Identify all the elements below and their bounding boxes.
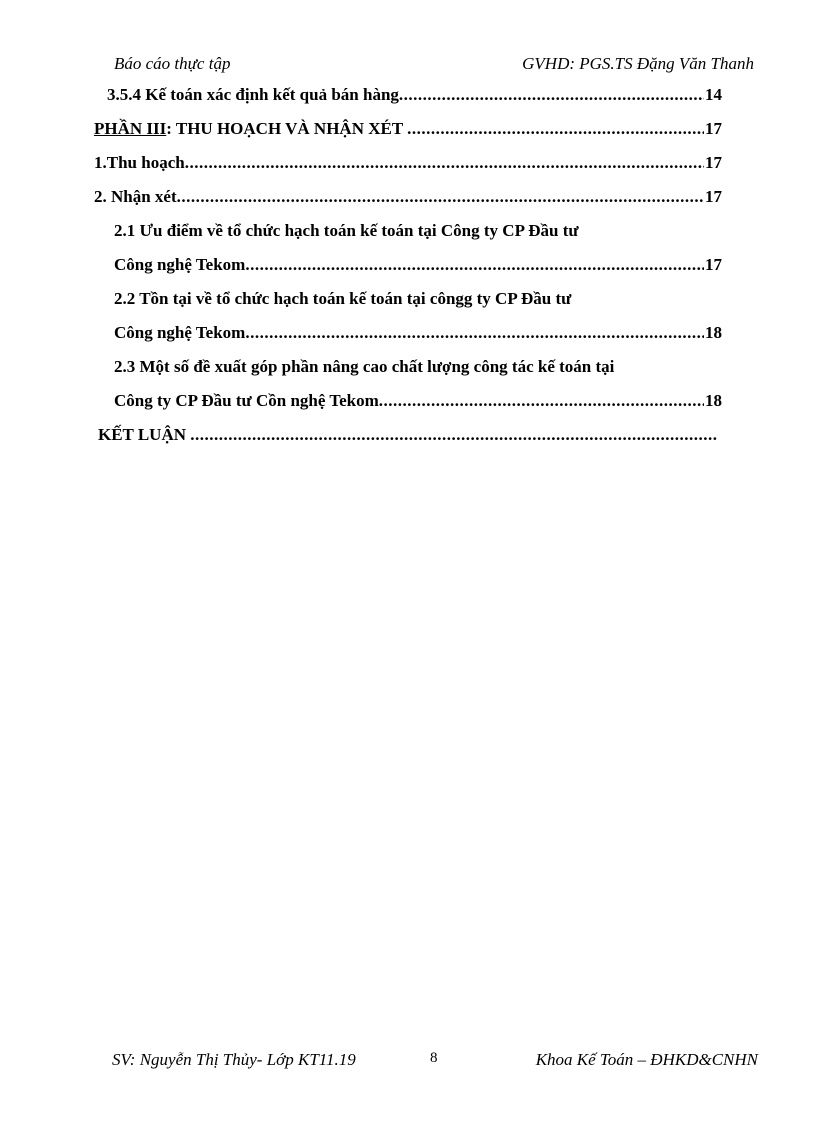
- toc-entry-2-2-line2[interactable]: [114, 323, 722, 343]
- footer-left: SV: Nguyễn Thị Thủy- Lớp KT11.19: [112, 1050, 356, 1069]
- dot-leader: [245, 323, 704, 343]
- footer-right: Khoa Kế Toán – ĐHKD&CNHN: [535, 1050, 758, 1069]
- header-right: GVHD: PGS.TS Đặng Văn Thanh: [522, 54, 754, 73]
- toc-label: 2. Nhận xét: [94, 187, 177, 206]
- toc-label: Công nghệ Tekom: [114, 323, 246, 342]
- toc-page-number: 17: [705, 119, 722, 138]
- toc-entry-thu-hoach[interactable]: [94, 153, 722, 173]
- toc-page-number: 18: [705, 323, 722, 342]
- dot-leader: [185, 153, 704, 173]
- dot-leader: [407, 119, 704, 139]
- toc-page-number: 18: [705, 391, 722, 410]
- dot-leader: [245, 255, 704, 275]
- toc-page-number: 17: [705, 255, 722, 274]
- toc-label: : THU HOẠCH VÀ NHẬN XÉT: [166, 119, 408, 138]
- toc-entry-3-5-4[interactable]: [107, 85, 722, 105]
- dot-leader: [379, 391, 704, 411]
- toc-label: Công nghệ Tekom: [114, 255, 246, 274]
- toc-entry-2-2-line1[interactable]: 2.2 Tồn tại về tổ chức hạch toán kế toán tại côngg ty CP Đầu tư: [114, 289, 572, 308]
- toc-entry-phan-iii[interactable]: [94, 119, 722, 139]
- toc-label-part-number: PHẦN III: [94, 119, 167, 138]
- toc-entry-ket-luan[interactable]: [98, 425, 718, 445]
- toc-page-number: 17: [705, 187, 722, 206]
- toc-label: Công ty CP Đầu tư Cồn nghệ Tekom: [114, 391, 379, 410]
- header-left: Báo cáo thực tập: [114, 54, 231, 73]
- toc-label: 3.5.4 Kế toán xác định kết quả bán hàng: [107, 85, 399, 104]
- toc-label: KẾT LUẬN: [98, 425, 191, 444]
- toc-entry-2-1-line2[interactable]: [114, 255, 722, 275]
- toc-label: 1.Thu hoạch: [94, 153, 185, 172]
- toc-entry-2-3-line2[interactable]: [114, 391, 722, 411]
- toc-entry-nhan-xet[interactable]: [94, 187, 722, 207]
- dot-leader: [399, 85, 704, 105]
- footer-page-number: 8: [430, 1050, 438, 1066]
- toc-page-number: 17: [705, 153, 722, 172]
- toc-entry-2-1-line1[interactable]: 2.1 Ưu điểm về tổ chức hạch toán kế toán tại Công ty CP Đầu tư: [114, 221, 579, 240]
- dot-leader: [177, 187, 704, 207]
- dot-leader: [190, 425, 718, 445]
- toc-page-number: 14: [705, 85, 722, 104]
- toc-entry-2-3-line1[interactable]: 2.3 Một số đề xuất góp phần nâng cao chất lượng công tác kế toán tại: [114, 357, 615, 376]
